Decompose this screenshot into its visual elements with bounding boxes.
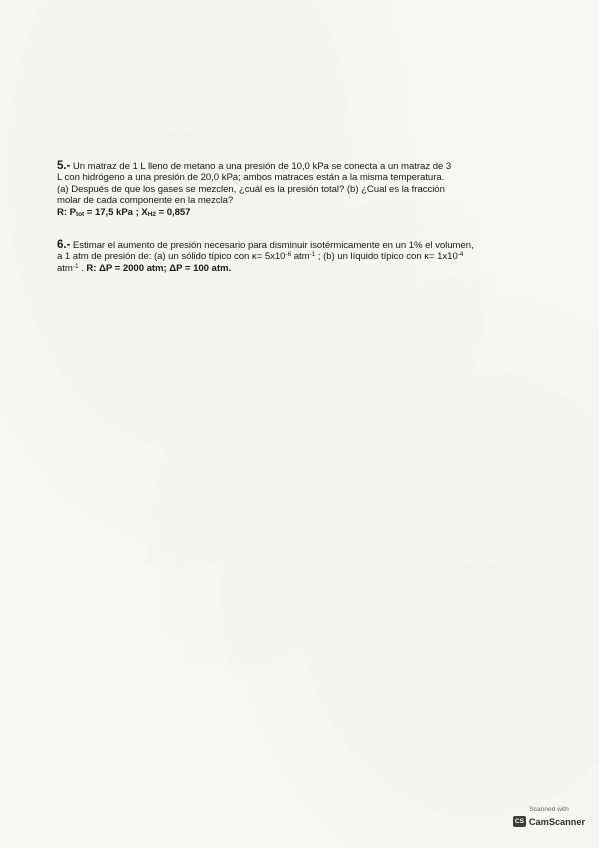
camscanner-watermark: [505, 806, 593, 827]
problem-text-line: a 1 atm de presión de: (a) un sólido típico con $\kappa= 5x10^{-6}$ atm$^{-1}$ ; (b) un líquido típico con $\kappa= 1x10^{-4}$: [57, 251, 464, 263]
camscanner-brand: [505, 816, 593, 827]
camscanner-name: CamScanner: [528, 816, 586, 827]
problem-text-line: molar de cada componente en la mezcla?: [57, 195, 234, 207]
problem-text-line: (a) Después de que los gases se mezclen, ¿cuál es la presión total? (b) ¿Cual es la fracción: [57, 183, 445, 195]
problem-5: [57, 161, 545, 218]
problem-number: 5.-: [57, 160, 71, 172]
problem-text-line: Un matraz de 1 L lleno de metano a una presión de 10,0 kPa se conecta a un matraz de 3: [70, 161, 452, 172]
problem-text-line: L con hidrógeno a una presión de 20,0 kPa; ambos matraces están a la misma temperatura.: [57, 172, 445, 184]
scanned-with-label: Scanned with: [529, 806, 569, 813]
problem-6: [57, 240, 545, 274]
camscanner-logo-icon: CS: [514, 818, 524, 825]
answer-line: R: $P_{tot} = 17,5$ kPa ; $X_{H2} = 0,857$: [57, 206, 191, 218]
problem-text-line: Estimar el aumento de presión necesario para disminuir isotérmicamente en un 1% el volumen,: [70, 240, 474, 251]
problem-number: 6.-: [57, 239, 71, 251]
problem-text-line: atm$^{-1}$ .: [57, 262, 87, 274]
answer-line: R: ΔP = 2000 atm; ΔP = 100 atm.: [86, 262, 232, 274]
